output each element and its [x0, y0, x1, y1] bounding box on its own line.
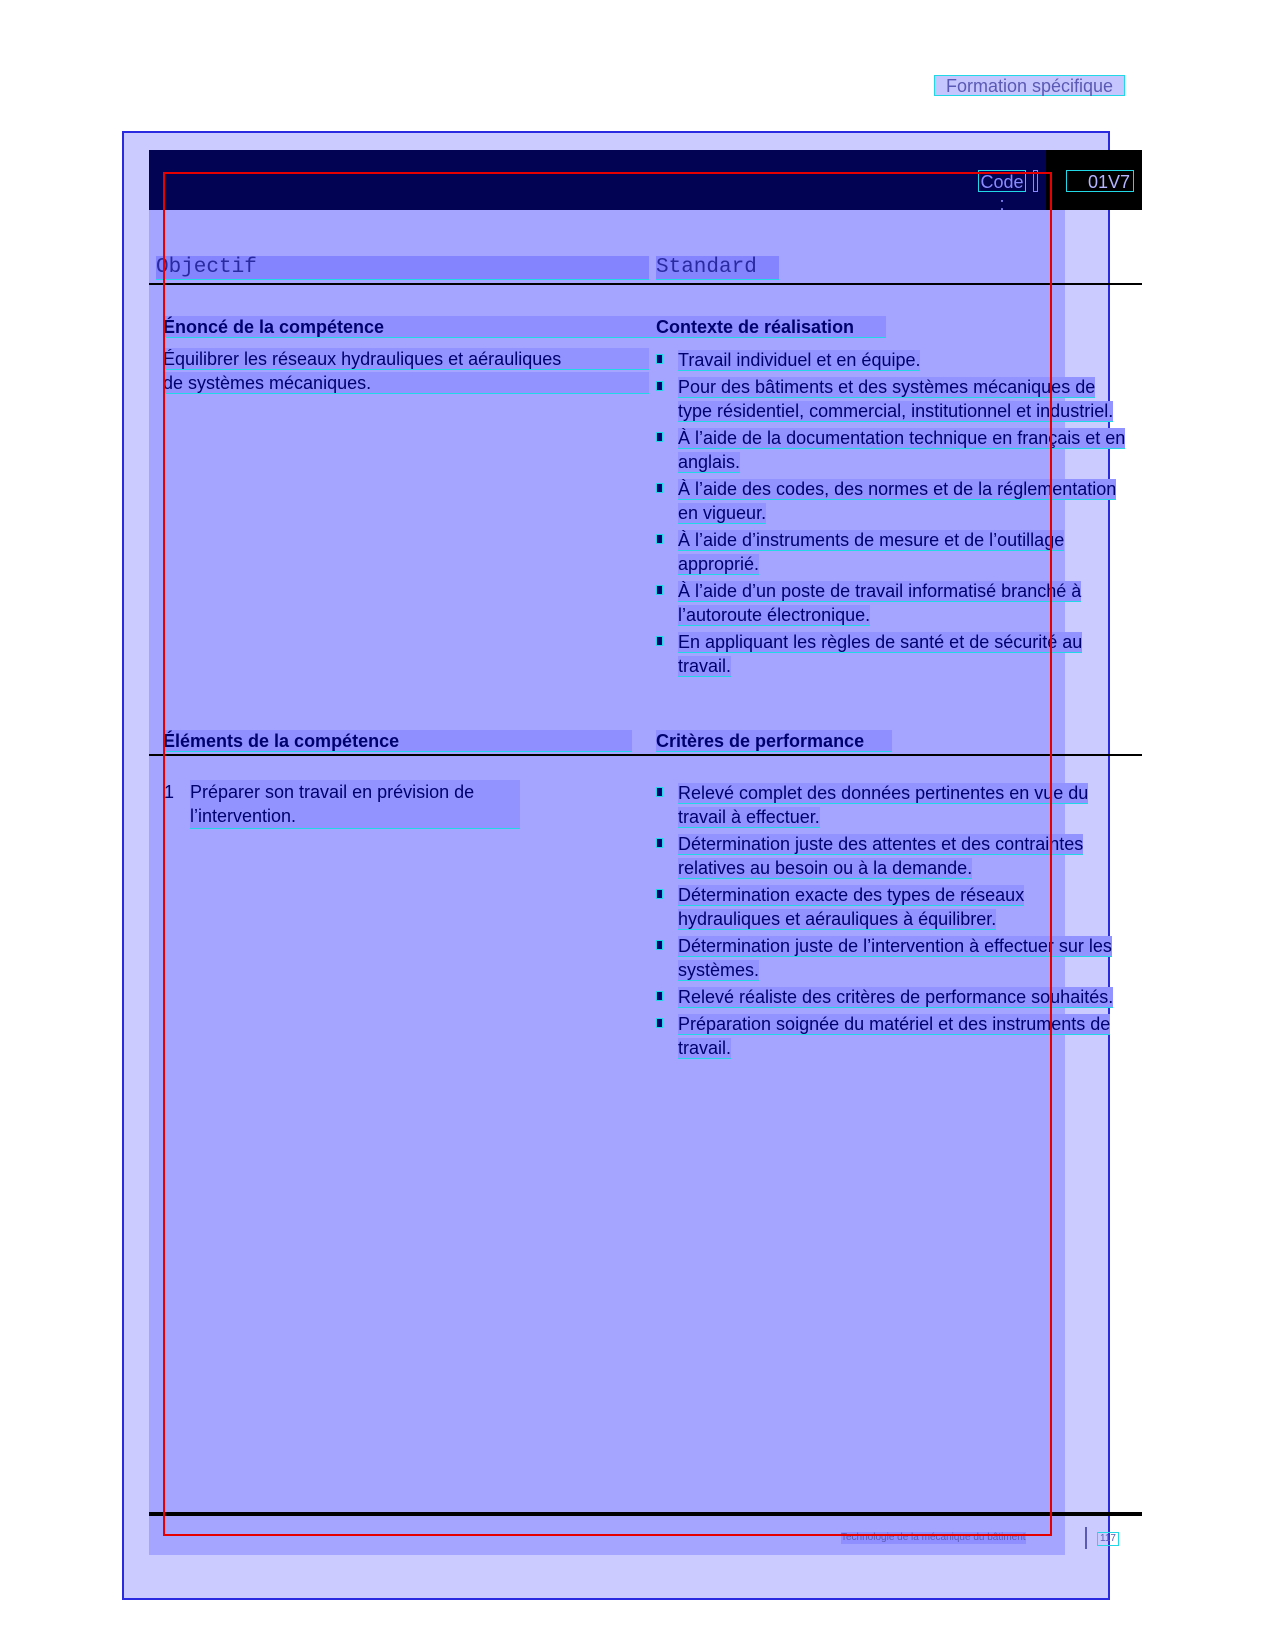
statement-heading: Énoncé de la compétence — [163, 316, 659, 338]
criteria-list — [656, 781, 1126, 1063]
bullet-icon — [656, 636, 663, 646]
context-item-text: Pour des bâtiments et des systèmes mécaniques de type résidentiel, commercial, institutionnel et industriel. — [678, 377, 1114, 421]
criteria-item-text: Relevé réaliste des critères de performance souhaités. — [678, 987, 1114, 1007]
list-item — [656, 348, 1126, 372]
context-item-text: À l’aide des codes, des normes et de la réglementation en vigueur. — [678, 479, 1117, 523]
element-item — [164, 780, 664, 828]
column-heading-standard: Standard — [656, 256, 779, 280]
bullet-icon — [656, 354, 663, 364]
statement-line-1: Équilibrer les réseaux hydrauliques et aérauliques — [163, 348, 649, 370]
list-item — [656, 934, 1126, 982]
column-heading-objective: Objectif — [156, 256, 649, 280]
footer-separator — [1085, 1527, 1087, 1549]
footer-divider — [149, 1512, 1142, 1516]
bullet-icon — [656, 381, 663, 391]
context-item-text: Travail individuel et en équipe. — [678, 350, 921, 370]
bullet-icon — [656, 432, 663, 442]
list-item — [656, 781, 1126, 829]
bullet-icon — [656, 483, 663, 493]
section-divider-top — [149, 283, 1142, 285]
list-item — [656, 375, 1126, 423]
footer-text: Technologie de la mécanique du bâtiment — [841, 1532, 1026, 1543]
criteria-item-text: Relevé complet des données pertinentes en vue du travail à effectuer. — [678, 783, 1089, 827]
page-number: 117 — [1097, 1532, 1119, 1546]
context-item-text: À l’aide de la documentation technique en français et en anglais. — [678, 428, 1126, 472]
bullet-icon — [656, 585, 663, 595]
statement-line-2: de systèmes mécaniques. — [163, 372, 649, 394]
element-number: 1 — [164, 782, 175, 802]
list-item — [656, 883, 1126, 931]
code-separator — [1033, 170, 1038, 192]
list-item — [656, 832, 1126, 880]
criteria-item-text: Détermination juste de l’intervention à effectuer sur les systèmes. — [678, 936, 1112, 980]
criteria-item-text: Détermination juste des attentes et des contraintes relatives au besoin ou à la demande. — [678, 834, 1084, 878]
list-item — [656, 985, 1126, 1009]
header-label: Formation spécifique — [934, 75, 1125, 96]
list-item — [656, 528, 1126, 576]
bullet-icon — [656, 889, 663, 899]
bullet-icon — [656, 991, 663, 1001]
context-heading: Contexte de réalisation — [656, 316, 886, 338]
bullet-icon — [656, 1018, 663, 1028]
context-list — [656, 348, 1126, 681]
list-item — [656, 477, 1126, 525]
list-item — [656, 630, 1126, 678]
list-item — [656, 579, 1126, 627]
bullet-icon — [656, 534, 663, 544]
bullet-icon — [656, 838, 663, 848]
criteria-item-text: Préparation soignée du matériel et des instruments de travail. — [678, 1014, 1111, 1058]
context-item-text: À l’aide d’un poste de travail informatisé branché à l’autoroute électronique. — [678, 581, 1082, 625]
section-divider-middle — [149, 754, 1142, 756]
list-item — [656, 1012, 1126, 1060]
context-item-text: À l’aide d’instruments de mesure et de l’outillage approprié. — [678, 530, 1065, 574]
context-item-text: En appliquant les règles de santé et de sécurité au travail. — [678, 632, 1083, 676]
criteria-heading: Critères de performance — [656, 730, 892, 752]
bullet-icon — [656, 787, 663, 797]
element-text: Préparer son travail en prévision de l’intervention. — [190, 780, 520, 828]
bullet-icon — [656, 940, 663, 950]
list-item — [656, 426, 1126, 474]
code-value: 01V7 — [1066, 170, 1134, 192]
criteria-item-text: Détermination exacte des types de réseaux hydrauliques et aérauliques à équilibrer. — [678, 885, 1025, 929]
code-label: Code : — [978, 170, 1026, 192]
elements-heading: Éléments de la compétence — [163, 730, 632, 752]
